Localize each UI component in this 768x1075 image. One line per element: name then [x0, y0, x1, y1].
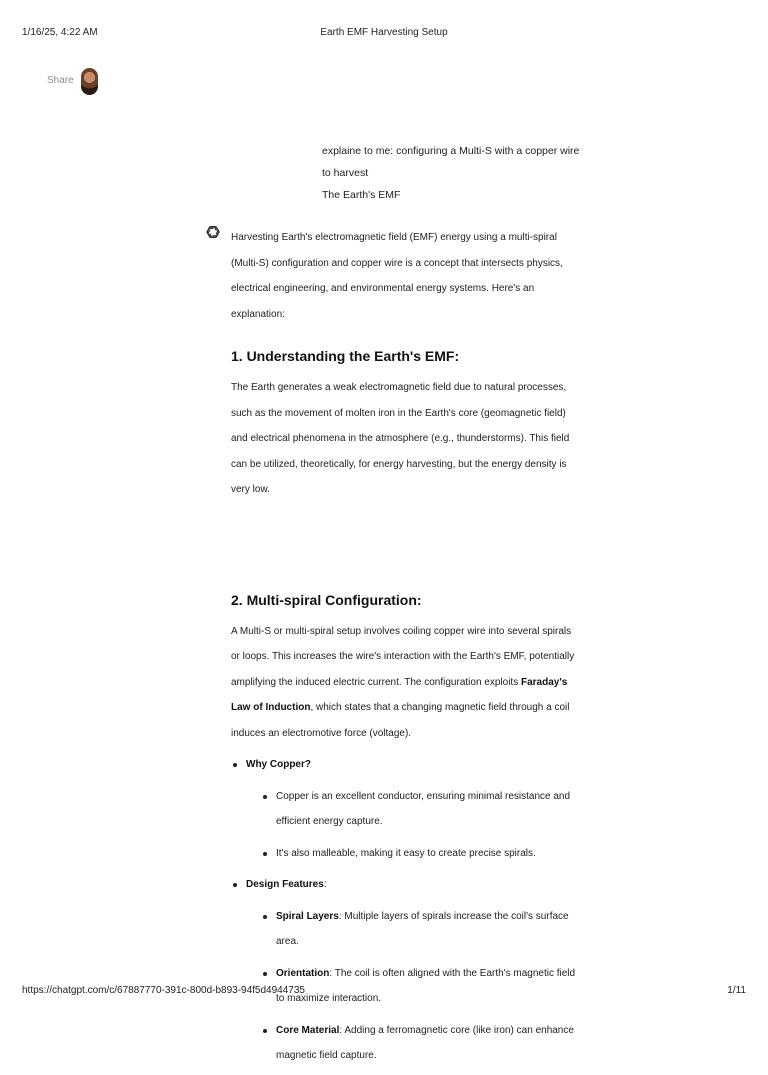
list-item — [261, 1018, 576, 1069]
section-paragraph — [231, 619, 576, 747]
bullet-list — [231, 752, 576, 1069]
assistant-message — [231, 225, 576, 1075]
openai-logo-icon — [204, 223, 222, 241]
page-number: 1/11 — [727, 985, 746, 996]
list-item: It's also malleable, making it easy to create precise spirals. — [261, 841, 576, 867]
list-item-text: : Adding a ferromagnetic core (like iron) can enhance magnetic field capture. — [276, 1024, 574, 1061]
list-item-text: : Multiple layers of spirals increase the coil's surface area. — [276, 910, 569, 947]
user-message-line: explaine to me: configuring a Multi-S with a copper wire to harvest — [322, 145, 580, 179]
section-heading: 2. Multi-spiral Configuration: — [231, 591, 422, 608]
list-item-label: Why Copper? — [246, 759, 311, 770]
paragraph-text: , which states that a changing magnetic field through a coil induces an electromotive force (voltage). — [231, 702, 570, 739]
list-item — [261, 904, 576, 955]
list-item: Copper is an excellent conductor, ensuring minimal resistance and efficient energy capture. — [261, 784, 576, 835]
share-button[interactable]: Share — [47, 75, 74, 86]
list-item-colon: : — [323, 879, 327, 890]
section-paragraph: The Earth generates a weak electromagnetic field due to natural processes, such as the movement of molten iron in the Earth's core (geomagnetic field) and electrical phenomena in the atmosphere (e.g., thunderstorms). This field can be utilized, theoretically, for energy harvesting, but the energy density is very low. — [231, 382, 570, 495]
list-item-text: : The coil is often aligned with the Earth's magnetic field to maximize interaction. — [276, 967, 576, 1004]
bold-term: Faraday's Law of Induction — [231, 676, 568, 713]
list-item — [231, 872, 576, 1069]
list-item — [261, 961, 576, 1012]
section-heading: 1. Understanding the Earth's EMF: — [231, 348, 460, 364]
sub-bullet-list — [246, 784, 576, 867]
print-url: https://chatgpt.com/c/67887770-391c-800d-b893-94f5d4944735 — [22, 985, 305, 996]
print-title: Earth EMF Harvesting Setup — [320, 27, 448, 38]
list-item — [231, 752, 576, 866]
list-item-term: Spiral Layers — [276, 910, 339, 922]
list-item-term: Orientation — [276, 967, 330, 979]
print-header — [22, 27, 746, 41]
list-item-term: Core Material — [276, 1024, 340, 1036]
user-message — [322, 140, 582, 206]
paragraph-text: A Multi-S or multi-spiral setup involves coiling copper wire into several spirals or loops. This increases the wire's interaction with the Earth's EMF, potentially amplifying the induced electric current. The configuration exploits — [231, 625, 575, 688]
list-item-label: Design Features — [246, 879, 324, 890]
intro-paragraph: Harvesting Earth's electromagnetic field (EMF) energy using a multi-spiral (Multi-S) configuration and copper wire is a concept that intersects physics, electrical engineering, and environmental energy systems. Here's an explanation: — [231, 232, 563, 320]
avatar[interactable] — [81, 68, 98, 95]
print-datetime: 1/16/25, 4:22 AM — [22, 27, 98, 38]
user-message-line: The Earth's EMF — [322, 189, 401, 201]
